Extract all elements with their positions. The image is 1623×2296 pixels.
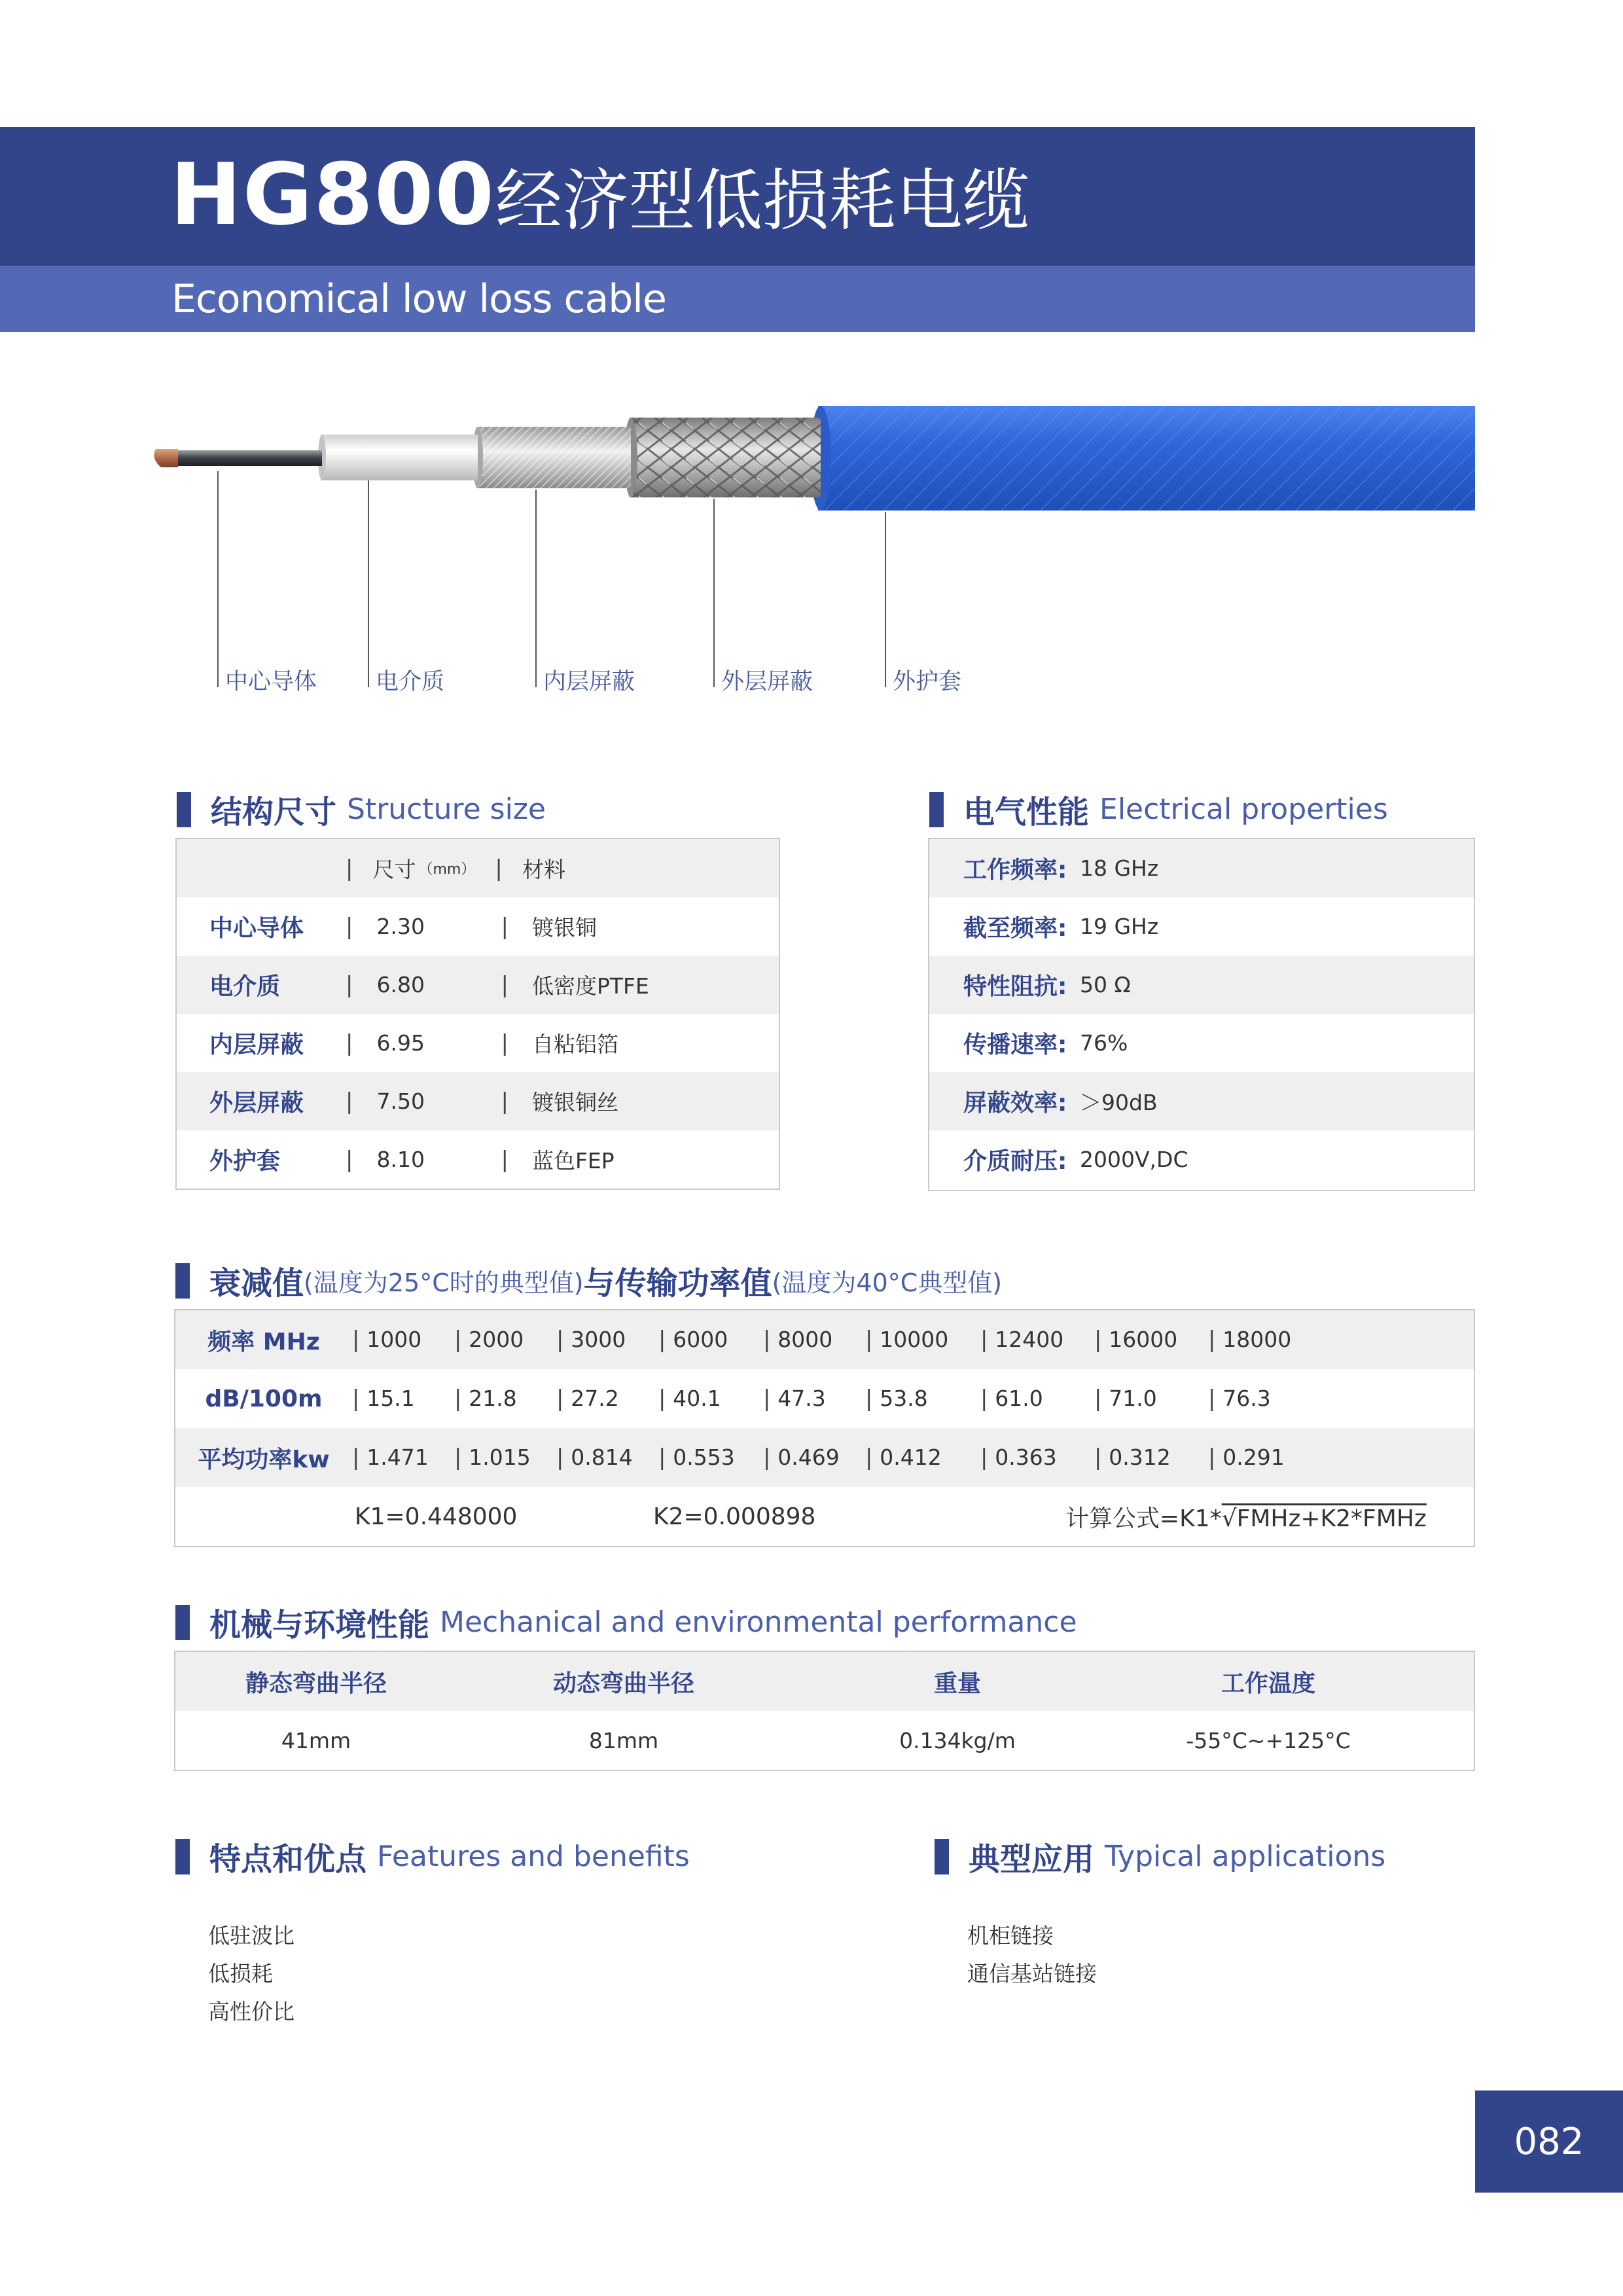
heading-cn: 典型应用 [969,1841,1095,1878]
cell-separator: | [763,1444,778,1471]
col-material-header: 材料 [522,857,565,882]
table-cell [454,1327,556,1353]
cell-separator: | [1094,1444,1109,1471]
cell-value: 0.291 [1222,1444,1285,1470]
sqrt-sign: √ [1221,1505,1237,1532]
table-cell [454,1444,556,1471]
cell-separator: | [865,1444,880,1471]
cell-separator: | [980,1444,995,1471]
cell-value: -55°C~+125°C [1186,1727,1351,1753]
row-name: 中心导体 [209,915,304,942]
row-size: 2.30 [376,914,425,939]
row-material: 镀银铜丝 [531,1090,618,1115]
table-row [929,1072,1474,1130]
cell-value: 27.2 [571,1386,619,1411]
table-header-row: | 尺寸 （mm） | 材料 [177,839,779,897]
table-cell [980,1386,1094,1412]
table-cell [865,1327,980,1353]
k1-value: K1=0.448000 [355,1503,518,1530]
cell-value: 0.469 [777,1444,840,1470]
cell-value: 1.015 [469,1444,531,1470]
col-header: 工作温度 [1221,1670,1315,1697]
row-size: 6.95 [376,1030,425,1056]
cell-separator: | [352,1386,367,1412]
table-cell [454,1386,556,1412]
row-name: 电介质 [209,973,281,1000]
cell-value: 3000 [571,1327,626,1352]
power-row [175,1428,1474,1487]
heading-cn: 机械与环境性能 [209,1607,430,1643]
table-row: 中心导体 | 2.30 | 镀银铜 [177,897,779,956]
list-item: 低损耗 [208,1961,273,1986]
row-material: 低密度PTFE [531,973,649,999]
prop-value: 50 Ω [1080,972,1131,997]
cell-separator: | [658,1444,673,1471]
table-row [929,1130,1474,1189]
features-section-heading [175,1834,690,1879]
heading-cn: 特点和优点 [209,1841,367,1878]
prop-value: 18 GHz [1080,855,1159,881]
table-cell [658,1327,763,1353]
cell-value: 0.814 [571,1444,633,1470]
applications-section-heading [935,1834,1385,1879]
page-subtitle: Economical low loss cable [171,276,666,322]
cell-separator: | [1208,1327,1223,1353]
electrical-table [928,838,1475,1191]
row-name: 内层屏蔽 [209,1031,304,1058]
table-row [929,1014,1474,1072]
cell-value: 41mm [281,1727,351,1753]
row-label: 平均功率kw [198,1446,330,1473]
table-cell [980,1327,1094,1353]
table-row [929,956,1474,1014]
heading-en: Structure size [347,793,546,826]
title-cn: 经济型低损耗电缆 [495,162,1029,240]
center-conductor-shape [177,450,322,466]
attenuation-section-heading [175,1258,1002,1303]
table-cell [352,1327,454,1353]
row-label: dB/100m [205,1385,323,1412]
leader-line [885,512,886,687]
cell-value: 10000 [880,1327,949,1352]
heading-en: Electrical properties [1099,793,1388,826]
prop-value: 2000V,DC [1080,1147,1188,1172]
col-size-header: 尺寸 [372,857,416,882]
cell-value: 0.363 [995,1444,1057,1470]
formula-part: 计算公式=K1* [1065,1505,1222,1532]
table-cell [1208,1386,1319,1412]
dielectric-shape [321,435,478,480]
cell-value: 16000 [1109,1327,1178,1352]
cell-separator: | [980,1386,995,1412]
heading-en: Mechanical and environmental performance [440,1605,1077,1639]
table-cell [763,1444,865,1471]
section-marker [175,1605,190,1640]
cell-value: 1000 [366,1327,422,1352]
cell-value: 18000 [1222,1327,1292,1352]
table-cell [556,1327,658,1353]
cell-value: 0.412 [880,1444,942,1470]
attenuation-row [175,1369,1474,1428]
prop-label: 工作频率: [963,857,1067,884]
cell-separator: | [352,1444,367,1471]
row-size: 8.10 [376,1147,425,1172]
freq-row [175,1310,1474,1369]
cell-value: 47.3 [777,1386,826,1411]
cell-separator: | [658,1327,673,1353]
leader-line [368,480,369,687]
cell-separator: | [454,1444,469,1471]
leader-line [713,499,715,687]
table-row: 内层屏蔽 | 6.95 | 自粘铝箔 [177,1014,779,1072]
cell-separator: | [1208,1444,1223,1471]
cell-value: 61.0 [995,1386,1043,1411]
cell-separator: | [556,1327,571,1353]
table-row [929,897,1474,956]
cell-separator: | [1094,1386,1109,1412]
section-marker [177,792,191,827]
attenuation-table [174,1309,1475,1547]
heading-note: (温度为25°C时的典型值) [304,1268,584,1297]
cell-separator: | [352,1327,367,1353]
heading-cn: 结构尺寸 [211,794,337,831]
row-size: 7.50 [376,1088,425,1114]
structure-section-heading [177,787,546,832]
heading-cn: 电气性能 [963,794,1090,831]
prop-value: 19 GHz [1080,914,1159,939]
table-cell [1208,1327,1319,1353]
cell-separator: | [556,1386,571,1412]
table-cell [658,1444,763,1471]
section-marker [935,1839,949,1874]
label-outer-jacket: 外护套 [893,669,962,695]
table-row: 外护套 | 8.10 | 蓝色FEP [177,1130,779,1189]
model-name: HG800 [170,145,495,244]
cell-value: 12400 [995,1327,1064,1352]
cell-separator: | [1208,1386,1223,1412]
table-cell [556,1444,658,1471]
cell-value: 8000 [777,1327,833,1352]
table-cell [763,1327,865,1353]
leader-line [217,471,219,687]
cell-value: 1.471 [366,1444,429,1470]
row-name: 外护套 [209,1148,281,1175]
cell-value: 76.3 [1222,1386,1271,1411]
list-item: 通信基站链接 [967,1961,1097,1986]
prop-value: 76% [1080,1030,1128,1056]
row-label: 频率 MHz [207,1328,320,1355]
section-marker [175,1839,190,1874]
row-material: 蓝色FEP [531,1148,615,1174]
heading-en: Features and benefits [377,1840,690,1873]
label-outer-shield: 外层屏蔽 [721,669,813,695]
row-size: 6.80 [376,972,425,997]
page-number: 082 [1475,2090,1623,2193]
heading-cn: 与传输功率值 [583,1265,772,1302]
col-header: 动态弯曲半径 [552,1670,694,1697]
k2-value: K2=0.000898 [653,1503,816,1530]
cell-value: 6000 [673,1327,728,1352]
formula-row [175,1487,1474,1546]
cell-separator: | [865,1386,880,1412]
table-cell [865,1386,980,1412]
cell-separator: | [556,1444,571,1471]
table-cell [763,1386,865,1412]
prop-label: 传播速率: [963,1031,1067,1058]
label-center-conductor: 中心导体 [225,669,317,695]
table-row [929,839,1474,897]
label-inner-shield: 内层屏蔽 [543,669,635,695]
table-cell [1094,1327,1208,1353]
structure-table [175,838,780,1190]
cell-value: 0.553 [673,1444,735,1470]
heading-en: Typical applications [1105,1840,1386,1873]
list-item: 高性价比 [208,1999,294,2024]
cell-separator: | [1094,1327,1109,1353]
cell-value: 81mm [588,1727,659,1753]
cell-value: 53.8 [880,1386,928,1411]
prop-label: 介质耐压: [963,1148,1067,1175]
section-marker [175,1263,190,1299]
cell-separator: | [454,1386,469,1412]
page-title [170,145,1029,251]
mechanical-section-heading [175,1600,1077,1645]
table-cell [658,1386,763,1412]
table-cell [980,1444,1094,1471]
col-header: 重量 [933,1670,981,1697]
col-header: 静态弯曲半径 [245,1670,387,1697]
electrical-section-heading [929,787,1388,832]
cell-value: 40.1 [673,1386,721,1411]
heading-note: (温度为40°C典型值) [772,1268,1003,1297]
table-cell [1208,1444,1319,1471]
row-name: 外层屏蔽 [209,1090,304,1117]
prop-label: 屏蔽效率: [963,1090,1067,1117]
cell-separator: | [980,1327,995,1353]
table-cell [352,1444,454,1471]
cell-separator: | [763,1327,778,1353]
cell-value: 2000 [469,1327,524,1352]
mechanical-table [174,1651,1475,1771]
cell-value: 21.8 [469,1386,517,1411]
list-item: 机柜链接 [967,1923,1054,1948]
cable-illustration [0,367,1479,537]
list-item: 低驻波比 [208,1923,294,1948]
prop-label: 特性阻抗: [963,973,1067,1000]
cell-separator: | [454,1327,469,1353]
section-marker [929,792,944,827]
prop-label: 截至频率: [963,915,1067,942]
label-dielectric: 电介质 [376,669,445,695]
cell-value: 15.1 [366,1386,415,1411]
cell-value: 0.312 [1109,1444,1171,1470]
cell-separator: | [865,1327,880,1353]
cell-separator: | [763,1386,778,1412]
prop-value: ＞90dB [1080,1090,1158,1115]
formula-part: FMHz+K2*FMHz [1236,1505,1427,1532]
table-cell [1094,1386,1208,1412]
table-header-row [175,1652,1474,1711]
cell-value: 71.0 [1109,1386,1157,1411]
cell-separator: | [658,1386,673,1412]
leader-line [535,490,537,687]
table-row [175,1711,1474,1770]
table-cell [865,1444,980,1471]
table-row: 外层屏蔽 | 7.50 | 镀银铜丝 [177,1072,779,1130]
cell-value: 0.134kg/m [899,1727,1016,1753]
table-cell [556,1386,658,1412]
table-cell [1094,1444,1208,1471]
row-material: 自粘铝箔 [531,1031,618,1057]
row-material: 镀银铜 [531,915,597,941]
table-row: 电介质 | 6.80 | 低密度PTFE [177,956,779,1014]
col-size-unit: （mm） [418,861,476,878]
heading-cn: 衰减值 [209,1265,304,1302]
table-cell [352,1386,454,1412]
formula [1065,1500,1427,1534]
